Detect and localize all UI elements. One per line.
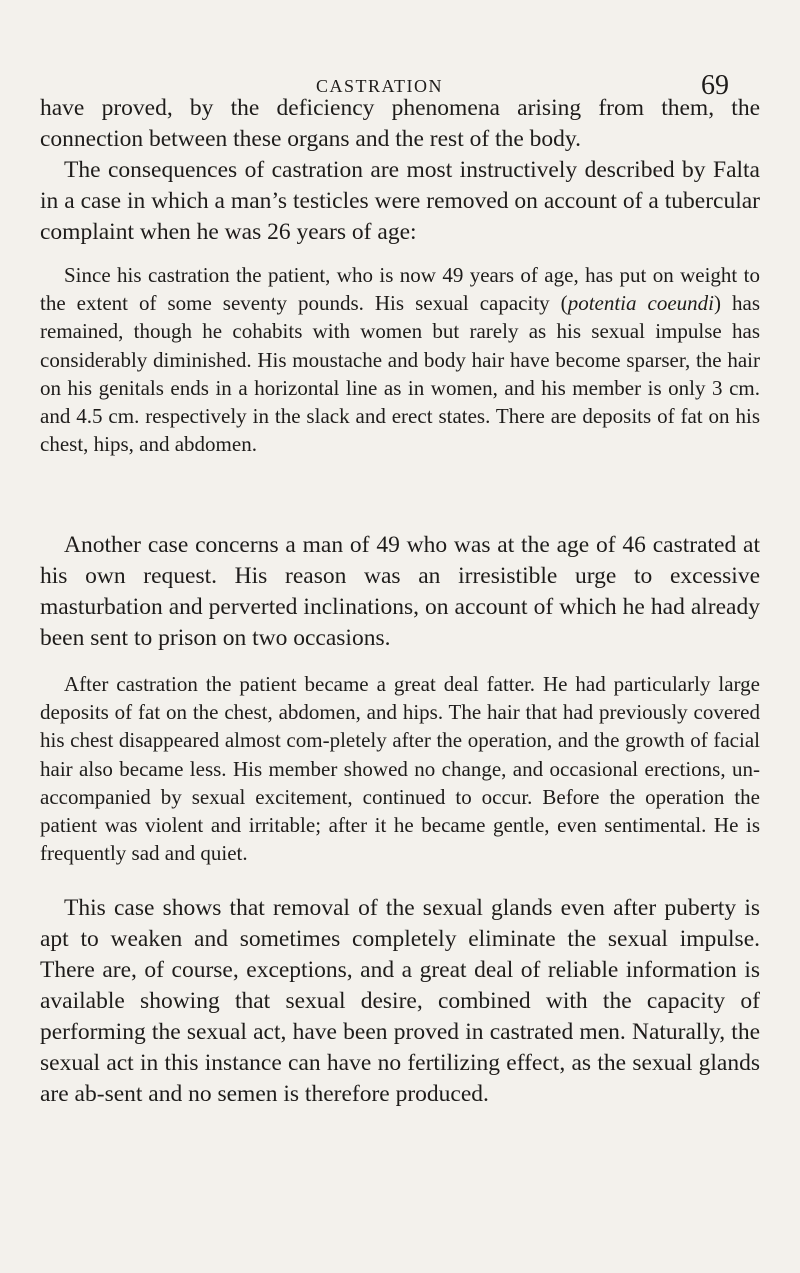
quote-latin-term: potentia coeundi	[567, 291, 714, 316]
paragraph-continuation: have proved, by the deficiency phenomena arising from them, the connection between these organs and the rest of the body.	[40, 95, 760, 152]
running-title: CASTRATION	[316, 76, 444, 96]
paragraph-second-case: Another case concerns a man of 49 who was at the age of 46 castrated at his own request. His reason was an irresistible urge to excessive masturbation and perverted inclinations, on account of which he had already been sent to prison on two occasions.	[40, 532, 760, 651]
paragraph-conclusion: This case shows that removal of the sexual glands even after puberty is apt to weaken and sometimes completely eliminate the sexual impulse. There are, of course, exceptions, and a great deal of reliable information is available showing that sexual desire, combined with the capacity of performing the sexual act, have been proved in castrated men. Naturally, the sexual act in this instance can have no fertilizing effect, as the sexual glands are ab-sent and no semen is therefore produced.	[40, 895, 760, 1107]
paragraph-falta-intro: The consequences of castration are most instructively described by Falta in a case in which a man’s testicles were removed on account of a tubercular complaint when he was 26 years of age:	[40, 157, 760, 245]
quotation-second-case: After castration the patient became a great deal fatter. He had particularly large deposits of fat on the chest, abdomen, and hips. The hair that had previously covered his chest disappeared almost com-pletely after the operation, and the growth of facial hair also became less. His member showed no change, and occasional erections, un-accompanied by sexual excitement, continued to occur. Before the operation the patient was violent and irritable; after it he became gentle, even sentimental. He is frequently sad and quiet.	[40, 672, 760, 866]
quotation-falta-case	[40, 261, 760, 458]
quote-text-before: Since his castration the patient, who is now 49 years of age, has put on weight to the extent of some seventy pounds. His sexual capacity (	[40, 263, 760, 316]
quote-text-after: ) has remained, though he cohabits with women but rarely as his sexual impulse has considerably diminished. His moustache and body hair have become sparser, the hair on his genitals ends in a horizontal line as in women, and his member is only 3 cm. and 4.5 cm. respectively in the slack and erect states. There are deposits of fat on his chest, hips, and abdomen.	[40, 291, 760, 457]
page-number: 69	[701, 70, 729, 101]
